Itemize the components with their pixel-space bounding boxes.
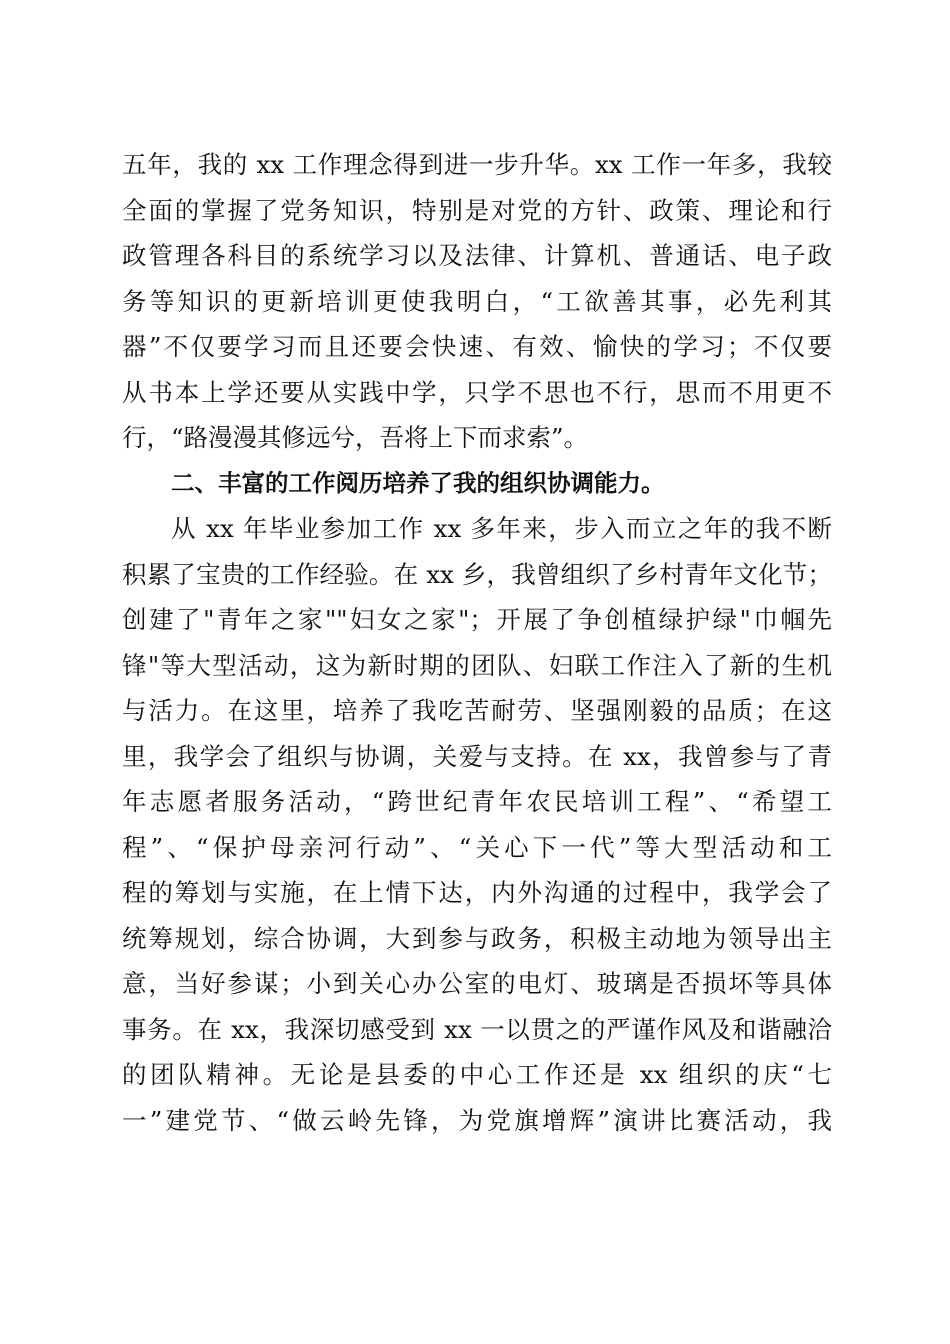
paragraph-line: 积累了宝贵的工作经验。在 xx 乡，我曾组织了乡村青年文化节； [122, 559, 832, 589]
paragraph-line: 程”、“保护母亲河行动”、“关心下一代”等大型活动和工 [122, 832, 832, 862]
paragraph-line: 从书本上学还要从实践中学，只学不思也不行，思而不用更不 [122, 377, 832, 407]
paragraph-line: 的团队精神。无论是县委的中心工作还是 xx 组织的庆“七 [122, 1060, 832, 1089]
paragraph-line: 务等知识的更新培训更使我明白，“工欲善其事，必先利其 [122, 286, 832, 316]
paragraph-line: 政管理各科目的系统学习以及法律、计算机、普通话、电子政 [122, 241, 832, 270]
paragraph-line: 从 xx 年毕业参加工作 xx 多年来，步入而立之年的我不断 [171, 514, 832, 543]
paragraph-line: 器”不仅要学习而且还要会快速、有效、愉快的学习；不仅要 [122, 332, 832, 361]
paragraph-line: 行，“路漫漫其修远兮，吾将上下而求索”。 [122, 423, 589, 452]
paragraph-line: 程的筹划与实施，在上情下达，内外沟通的过程中，我学会了 [122, 878, 832, 907]
paragraph-line: 全面的掌握了党务知识，特别是对党的方针、政策、理论和行 [122, 195, 832, 225]
section-heading: 二、丰富的工作阅历培养了我的组织协调能力。 [171, 468, 665, 497]
paragraph-line: 意，当好参谋；小到关心办公室的电灯、玻璃是否损坏等具体 [122, 969, 832, 998]
paragraph-line: 事务。在 xx，我深切感受到 xx 一以贯之的严谨作风及和谐融洽 [122, 1014, 832, 1044]
paragraph-line: 年志愿者服务活动，“跨世纪青年农民培训工程”、“希望工 [122, 787, 832, 816]
paragraph-line: 五年，我的 xx 工作理念得到进一步升华。xx 工作一年多，我较 [122, 150, 832, 179]
paragraph-line: 创建了"青年之家""妇女之家"；开展了争创植绿护绿"巾帼先 [122, 605, 832, 634]
paragraph-line: 里，我学会了组织与协调，关爱与支持。在 xx，我曾参与了青 [122, 741, 832, 771]
paragraph-line: 一”建党节、“做云岭先锋，为党旗增辉”演讲比赛活动，我 [122, 1105, 832, 1135]
document-body [122, 142, 832, 1143]
paragraph-line: 锋"等大型活动，这为新时期的团队、妇联工作注入了新的生机 [122, 650, 832, 680]
paragraph-line: 统筹规划，综合协调，大到参与政务，积极主动地为领导出主 [122, 923, 832, 953]
paragraph-line: 与活力。在这里，培养了我吃苦耐劳、坚强刚毅的品质；在这 [122, 696, 832, 725]
